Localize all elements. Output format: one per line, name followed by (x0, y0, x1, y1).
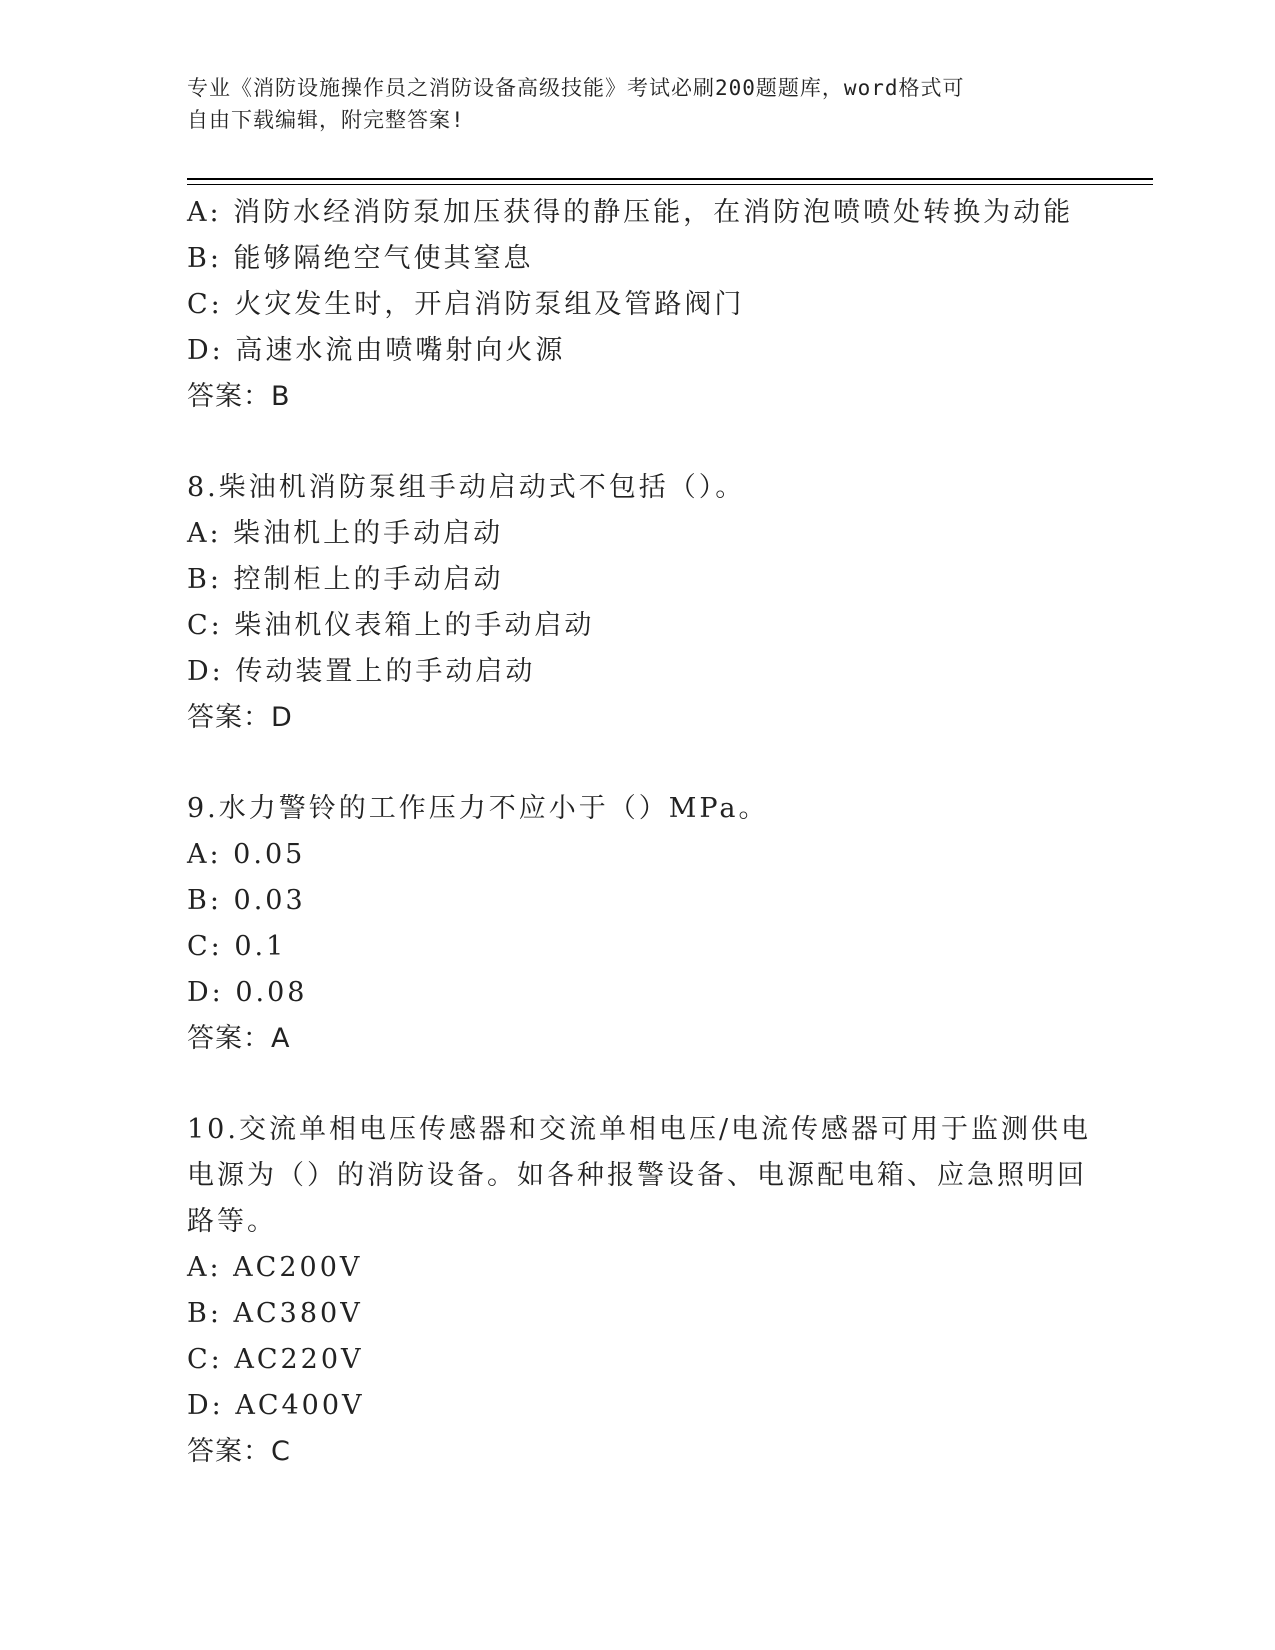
option-c: C: 0.1 (187, 931, 287, 962)
question-text: 8.柴油机消防泵组手动启动式不包括（）。 (187, 472, 746, 503)
answer-line: 答案：D (187, 702, 293, 733)
spacer (187, 741, 1087, 786)
document-header (187, 72, 1067, 136)
answer-line: 答案：A (187, 1023, 291, 1054)
option-a: A: 0.05 (187, 839, 306, 870)
option-b: B: 0.03 (187, 885, 306, 916)
question-block-8 (187, 465, 1087, 741)
header-title-line-1: 专业《消防设施操作员之消防设备高级技能》考试必刷200题题库，word格式可 (187, 76, 965, 100)
question-text-line-1: 10.交流单相电压传感器和交流单相电压/电流传感器可用于监测供电 (187, 1114, 1092, 1145)
header-divider-thin (187, 184, 1153, 185)
option-b: B: 控制柜上的手动启动 (187, 564, 504, 595)
header-title-line-2: 自由下载编辑，附完整答案! (187, 108, 465, 132)
option-c: C: 火灾发生时，开启消防泵组及管路阀门 (187, 289, 745, 320)
option-d: D: 0.08 (187, 977, 308, 1008)
question-text-line-2: 电源为（）的消防设备。如各种报警设备、电源配电箱、应急照明回 (187, 1160, 1087, 1191)
option-d: D: 高速水流由喷嘴射向火源 (187, 335, 566, 366)
option-d: D: AC400V (187, 1390, 365, 1421)
question-list (187, 190, 1092, 1475)
question-text-line-3: 路等。 (187, 1206, 277, 1237)
spacer (187, 420, 1087, 465)
answer-line: 答案：C (187, 1436, 291, 1467)
option-b: B: 能够隔绝空气使其窒息 (187, 243, 534, 274)
question-block-10 (187, 1107, 1092, 1475)
spacer (187, 1062, 1087, 1107)
option-c: C: 柴油机仪表箱上的手动启动 (187, 610, 595, 641)
header-divider-thick (187, 178, 1153, 180)
question-text: 9.水力警铃的工作压力不应小于（）MPa。 (187, 793, 769, 824)
answer-line: 答案：B (187, 381, 291, 412)
option-a: A: AC200V (187, 1252, 363, 1283)
option-a: A: 柴油机上的手动启动 (187, 518, 504, 549)
option-d: D: 传动装置上的手动启动 (187, 656, 536, 687)
option-a: A: 消防水经消防泵加压获得的静压能，在消防泡喷喷处转换为动能 (187, 197, 1074, 228)
question-block-9 (187, 786, 1087, 1062)
option-c: C: AC220V (187, 1344, 364, 1375)
option-b: B: AC380V (187, 1298, 363, 1329)
question-block-7 (187, 190, 1087, 420)
